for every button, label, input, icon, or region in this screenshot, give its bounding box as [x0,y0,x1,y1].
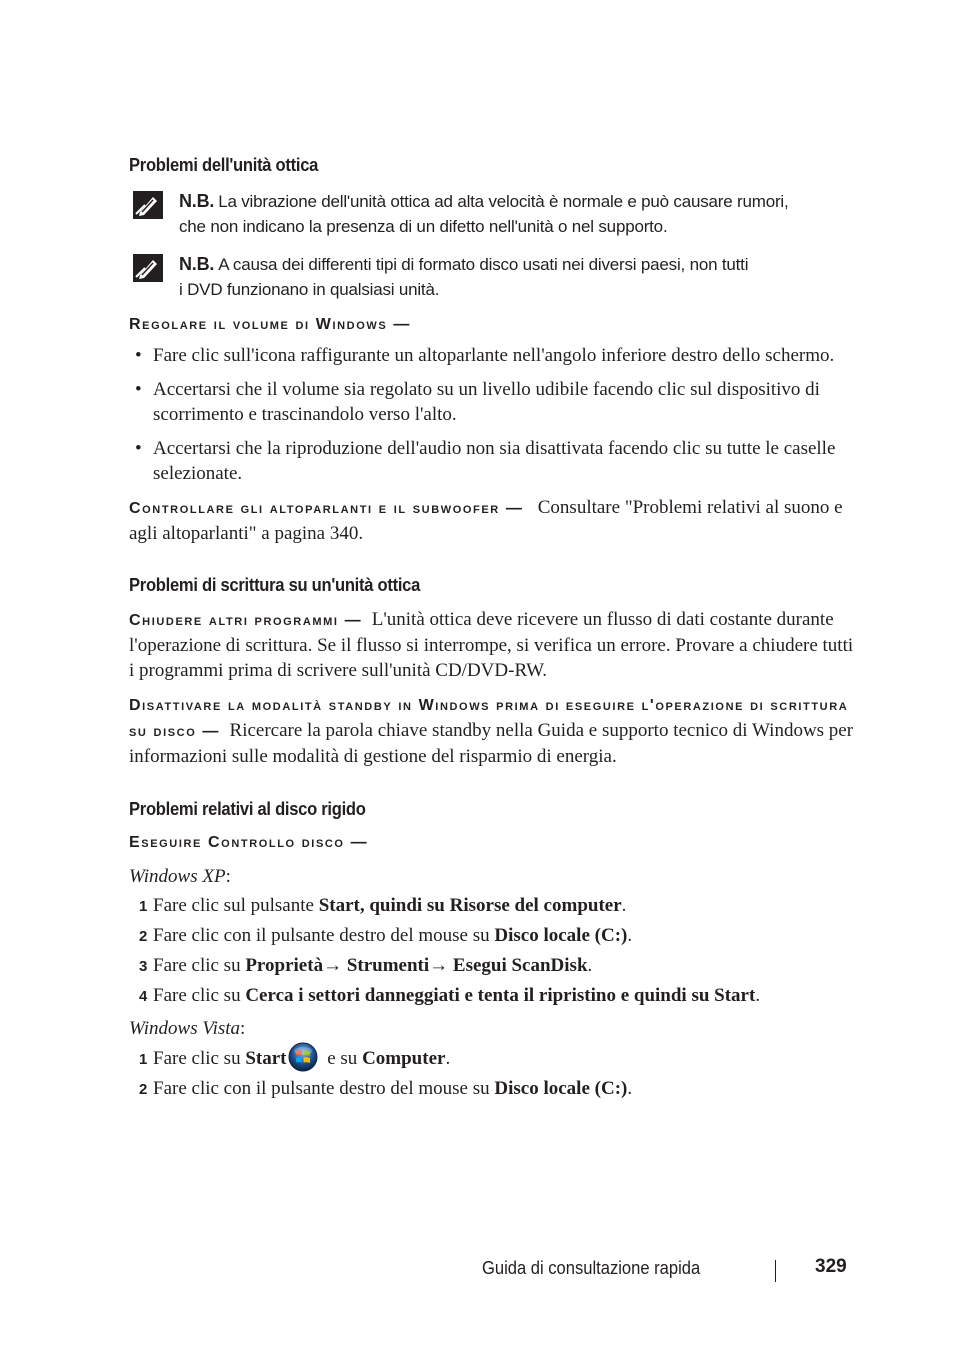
note-text-line2: che non indicano la presenza di un difetto nell'unità o nel supporto. [179,217,668,236]
os-label-vista: Windows Vista: [129,1018,246,1039]
note-text-line2: i DVD funzionano in qualsiasi unità. [179,280,440,299]
subheading-speakers: Controllare gli altoparlanti e il subwoofer — [129,500,524,517]
list-item: • Accertarsi che il volume sia regolato su un livello udibile facendo clic sul dispositivo di scorrimento e trascinandolo verso l'alto. [135,379,820,425]
bullet-list [129,343,854,486]
page-footer [0,1256,954,1286]
subheading-close-programs: Chiudere altri programmi — [129,612,363,629]
xp-steps [129,893,854,1008]
note-pencil-icon [133,254,163,282]
paragraph-standby: Disattivare la modalità standby in Windows prima di eseguire l'operazione di scrittura su disco — Ricercare la parola chiave standby nella Guida e supporto tecnico di Windows per informazioni sulle modalità di gestione del risparmio di energia. [129,697,854,767]
subheading-standby: Disattivare la modalità standby in Windows prima di eseguire l'operazione di scrittura su disco — [129,697,849,740]
footer-divider [775,1260,776,1282]
page-content [129,150,854,1101]
note-label: N.B. [179,254,215,274]
note-text-line1: A causa dei differenti tipi di formato disco usati nei diversi paesi, non tutti [218,255,749,274]
subheading-check-disk: Eseguire Controllo disco — [129,834,369,851]
section-heading-writing: Problemi di scrittura su un'unità ottica [129,575,421,595]
note-vibration [129,189,854,239]
note-dvd-format [129,252,854,302]
list-item: • Accertarsi che la riproduzione dell'audio non sia disattivata facendo clic su tutte le caselle selezionate. [135,438,836,484]
list-item: 2 Fare clic con il pulsante destro del mouse su Disco locale (C:). [139,925,633,946]
list-item: 1 Fare clic su Start e su Computer. [129,1046,854,1072]
note-text-line1: La vibrazione dell'unità ottica ad alta velocità è normale e può causare rumori, [218,192,789,211]
list-item: • Fare clic sull'icona raffigurante un altoparlante nell'angolo inferiore destro dello schermo. [135,345,835,366]
note-label: N.B. [179,191,215,211]
windows-start-icon [288,1042,318,1072]
paragraph-close-programs: Chiudere altri programmi — L'unità ottica deve ricevere un flusso di dati costante durante l'operazione di scrittura. Se il flusso si interrompe, si verifica un errore. Provare a chiudere tutti i programmi prima di scrivere sull'unità CD/DVD-RW. [129,609,854,681]
list-item: 2 Fare clic con il pulsante destro del mouse su Disco locale (C:). [139,1077,633,1099]
section-heading-hard-disk: Problemi relativi al disco rigido [129,799,366,819]
list-item: 4 Fare clic su Cerca i settori danneggiati e tenta il ripristino e quindi su Start. [139,985,761,1006]
list-item: 3 Fare clic su Proprietà→ Strumenti→ Esegui ScanDisk. [139,955,593,976]
vista-steps [129,1046,854,1101]
subheading-windows-volume: Regolare il volume di Windows — [129,316,411,333]
list-item: 1 Fare clic sul pulsante Start, quindi su Risorse del computer. [139,895,627,916]
paragraph-speakers: Controllare gli altoparlanti e il subwoofer — Consultare "Problemi relativi al suono e agli altoparlanti" a pagina 340. [129,497,843,544]
section-heading-optical-drive: Problemi dell'unità ottica [129,155,319,175]
note-pencil-icon [133,191,163,219]
page-number: 329 [815,1256,847,1277]
os-label-xp: Windows XP: [129,866,231,887]
footer-title: Guida di consultazione rapida [482,1258,701,1278]
